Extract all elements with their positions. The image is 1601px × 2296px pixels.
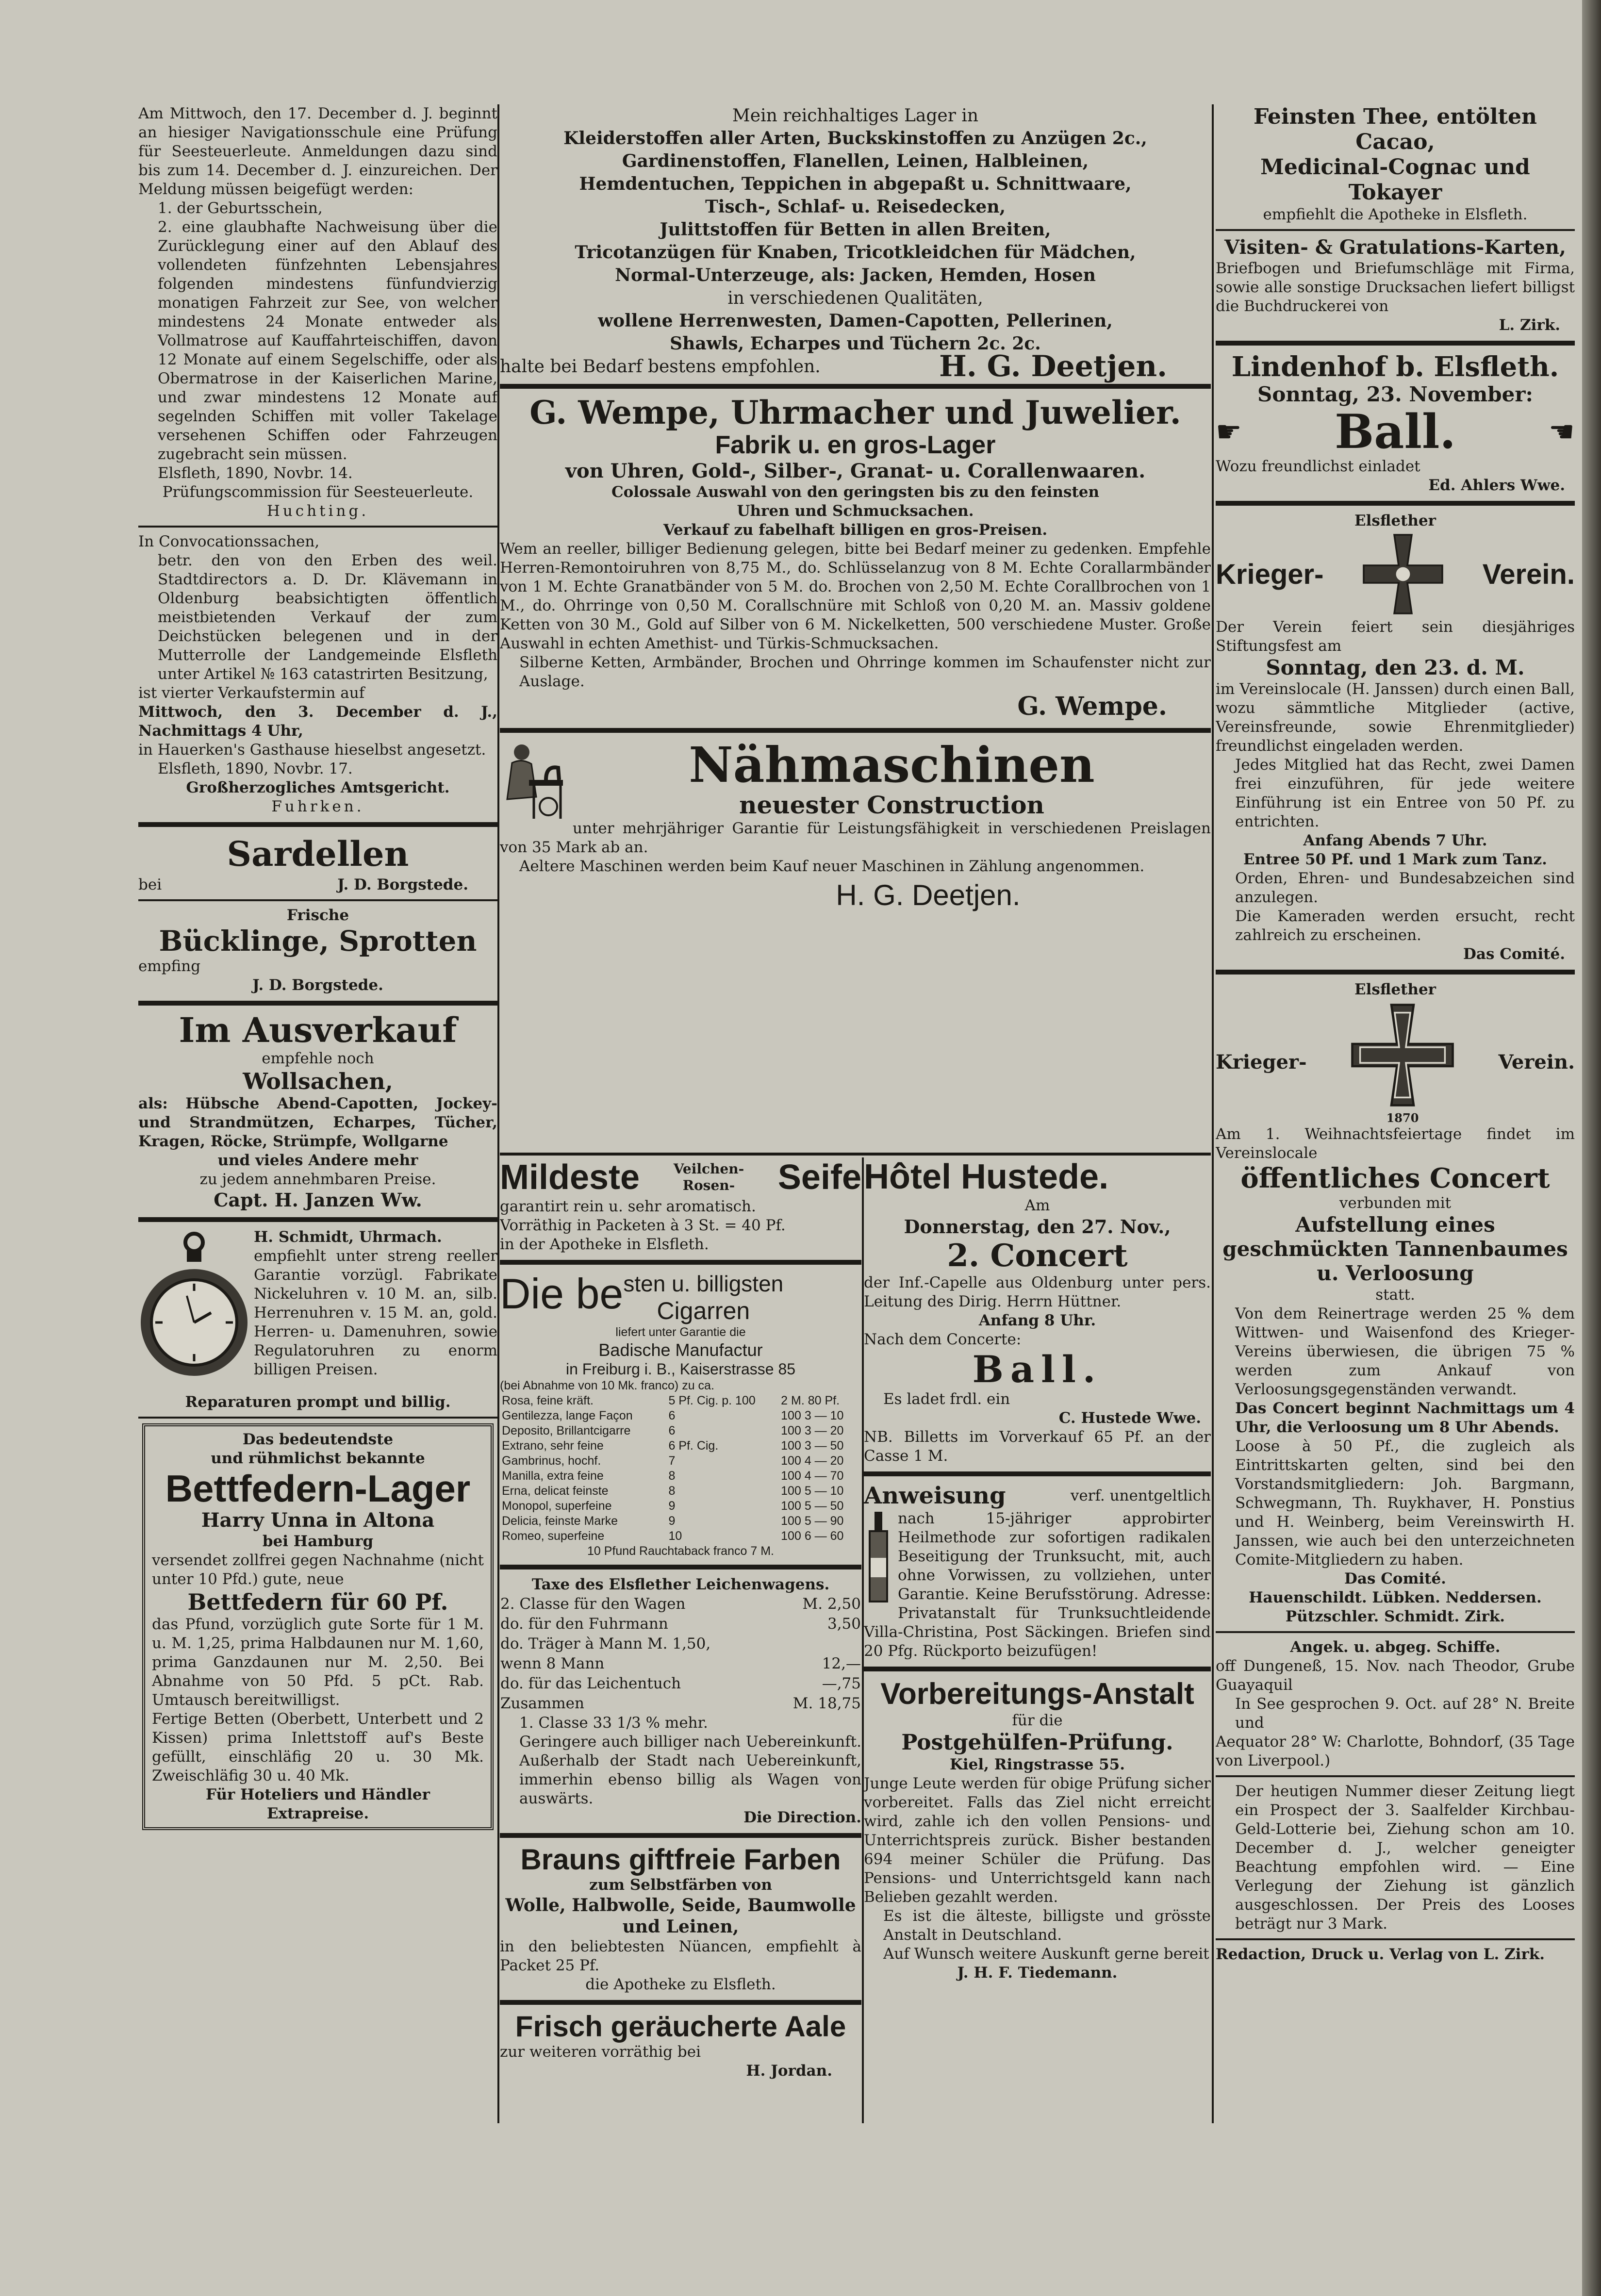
price-cell: 2 M. 80 Pf. <box>781 1394 840 1407</box>
ad-text: in Freiburg i. B., Kaiserstrasse 85 <box>565 1360 796 1378</box>
ad-text: Das Concert beginnt Nachmittags um 4 Uhr, die Verloosung um 8 Uhr Abends. <box>1235 1400 1575 1436</box>
pointing-hand-icon: ☛ <box>1549 415 1575 449</box>
ad-signature: H. G. Deetjen. <box>939 349 1167 383</box>
ad-title: Bettfedern-Lager <box>165 1467 471 1510</box>
sewing-woman-illustration <box>500 739 568 821</box>
ad-pre: Das bedeutendste <box>242 1431 394 1448</box>
ad-line: Hemdentuchen, Teppichen in abgepaßt u. Schnittwaare, <box>579 174 1132 194</box>
ad-line: von Uhren, Gold-, Silber-, Granat- u. Corallenwaaren. <box>565 460 1146 482</box>
ad-text: in der Apotheke in Elsfleth. <box>500 1236 709 1253</box>
lottery-supplement-notice: Der heutigen Nummer dieser Zeitung liegt ein Prospect der 3. Saalfelder Kirchbau-Geld-Lotterie bei, Ziehung schon am 10. December d. J., welcher geneigter Beachtung empfohlen wird. — Eine Verlegung der Ziehung ist gänzlich ausgeschlossen. Der Preis des Looses beträgt nur 3 Mark. <box>1235 1783 1575 1933</box>
price-cell: 100 5 — 10 <box>781 1484 844 1498</box>
ad-title: Medicinal-Cognac und Tokayer <box>1260 155 1530 205</box>
price-cell: 100 4 — 20 <box>781 1454 844 1468</box>
ad-title: Krieger- <box>1216 1051 1307 1074</box>
price-row <box>500 1393 861 1408</box>
notice-signature: Huchting. <box>266 502 369 520</box>
ad-sub: zum Selbstfärben von <box>589 1876 772 1894</box>
ad-pre: Elsflether <box>1354 981 1436 998</box>
ad-head: Bettfedern für 60 Pf. <box>187 1589 448 1615</box>
notice-authority: Großherzogliches Amtsgericht. <box>186 779 450 796</box>
ad-title: Feinsten Thee, entölten Cacao, <box>1254 104 1537 154</box>
kriegerverein-ad-2 <box>1216 980 1575 1626</box>
ad-text: und vieles Andere mehr <box>217 1152 418 1169</box>
price-row <box>500 1514 861 1529</box>
price-cell: Gambrinus, hochf. <box>502 1454 601 1468</box>
ad-line: Julittstoffen für Betten in allen Breiten, <box>660 219 1051 240</box>
ad-line: Kleiderstoffen aller Arten, Buckskinstoffen zu Anzügen 2c., <box>563 128 1147 149</box>
ad-footer: Für Hoteliers und Händler <box>206 1786 430 1803</box>
fee-cell: 12,— <box>822 1655 861 1672</box>
pointing-hand-icon: ☛ <box>1216 415 1242 449</box>
notice-date: Mittwoch, den 3. December d. J., Nachmittags 4 Uhr, <box>138 703 497 740</box>
ad-title: Seife <box>777 1158 861 1197</box>
ad-sub: bei Hamburg <box>262 1533 374 1550</box>
leichenwagen-ad <box>500 1575 861 1827</box>
apotheke-ad <box>1216 104 1575 224</box>
ad-text: bei <box>138 876 162 893</box>
fee-row <box>500 1614 861 1634</box>
column-middle-left <box>500 1157 861 2128</box>
ad-title: sten u. billigsten <box>623 1271 784 1296</box>
ad-signature: Ed. Ahlers Wwe. <box>1428 477 1565 494</box>
ad-text: Badische Manufactur <box>598 1340 763 1360</box>
section-rule <box>500 1153 1211 1156</box>
fee-row <box>500 1654 861 1674</box>
ad-text: Am 1. Weihnachtsfeiertage findet im Vereinslocale <box>1216 1125 1575 1162</box>
imprint: Redaction, Druck u. Verlag von L. Zirk. <box>1216 1946 1545 1963</box>
ad-text: Am <box>1024 1197 1050 1214</box>
ad-title: Visiten- & Gratulations-Karten, <box>1224 236 1566 259</box>
ad-line: Tricotanzügen für Knaben, Tricotkleidchen für Mädchen, <box>575 242 1136 263</box>
price-row <box>500 1529 861 1544</box>
ad-signature: G. Wempe. <box>1017 692 1167 721</box>
ad-title: G. Wempe, Uhrmacher und Juwelier. <box>529 394 1181 431</box>
ad-line: Tisch-, Schlaf- u. Reisedecken, <box>705 197 1006 217</box>
ad-line: Normal-Unterzeuge, als: Jacken, Hemden, Hosen <box>615 265 1096 285</box>
price-cell: 8 <box>668 1484 676 1498</box>
pocket-watch-icon <box>138 1228 250 1393</box>
ad-signature: Das Comité. <box>1463 945 1565 963</box>
ad-title: Mildeste <box>500 1158 640 1197</box>
price-row <box>500 1454 861 1469</box>
price-cell: 6 Pf. Cig. <box>668 1439 719 1453</box>
iron-cross-icon <box>1359 530 1447 618</box>
ad-text: das Pfund, vorzüglich gute Sorte für 1 M. u. M. 1,25, prima Halbdaunen nur M. 1,60, prima Ganzdaunen nur M. 2,50. Bei Abnahme von 50 Pfd. 5 pCt. Rab. Umtausch bereitwilligst. <box>152 1616 484 1709</box>
fee-cell: wenn 8 Mann <box>500 1655 605 1672</box>
ausverkauf-ad <box>138 1011 497 1211</box>
iron-cross-icon <box>1347 999 1458 1111</box>
ad-text: Aeltere Maschinen werden beim Kauf neuer Maschinen in Zählung angenommen. <box>519 858 1145 875</box>
ad-signature: H. G. Deetjen. <box>836 879 1021 911</box>
wempe-ad <box>500 395 1211 722</box>
ad-bold: Verkauf zu fabelhaft billigen en gros-Preisen. <box>663 521 1048 539</box>
price-row <box>500 1469 861 1484</box>
price-cell: Monopol, superfeine <box>502 1499 612 1513</box>
ad-signature: die Apotheke zu Elsfleth. <box>585 1976 776 1993</box>
ad-text: Fertige Betten (Oberbett, Unterbett und 2 Kissen) prima Inlettstoff auf's Beste gefüllt, einschläfig 20 u. 30 Mk. Zweischläfig 30 u. 40 Mk. <box>152 1710 484 1784</box>
notice-heading: In Convocationssachen, <box>138 533 320 550</box>
price-cell: Manilla, extra feine <box>502 1469 604 1483</box>
price-cell: Delicia, feinste Marke <box>502 1514 618 1528</box>
ad-text: (bei Abnahme von 10 Mk. franco) zu ca. <box>500 1379 714 1392</box>
price-cell: 100 6 — 60 <box>781 1529 844 1543</box>
ad-title: Lindenhof b. Elsfleth. <box>1231 351 1559 383</box>
ad-text: Von dem Reinertrage werden 25 % dem Wittwen- und Waisenfond des Krieger-Vereins überwiesen, die übrigen 75 % werden zum Ankauf von Verloosungsgegenständen verwandt. <box>1235 1305 1575 1398</box>
ad-text: Anfang 8 Uhr. <box>978 1312 1096 1329</box>
ad-text: Mein reichhaltiges Lager in <box>732 106 979 126</box>
ad-signature: Die Direction. <box>743 1809 861 1826</box>
ad-line: Shawls, Echarpes und Tüchern 2c. 2c. <box>670 333 1041 354</box>
ad-title: H. Schmidt, Uhrmach. <box>254 1228 442 1246</box>
ad-text: Es ist die älteste, billigste und grösste Anstalt in Deutschland. <box>883 1907 1211 1944</box>
schmidt-ad <box>138 1228 497 1412</box>
column-rule <box>1212 104 1214 2123</box>
cross-year: 1870 <box>1386 1111 1419 1125</box>
ad-text: Vorräthig in Packeten à 3 St. = 40 Pf. <box>500 1217 786 1234</box>
ad-date: Sonntag, 23. November: <box>1257 382 1534 406</box>
ad-text: 10 Pfund Rauchtaback franco 7 M. <box>587 1544 774 1558</box>
ad-line: Gardinenstoffen, Flanellen, Leinen, Halbleinen, <box>622 151 1089 171</box>
ad-signature: C. Hustede Wwe. <box>1058 1409 1201 1427</box>
vorbereitungsanstalt-ad <box>864 1677 1211 1982</box>
navigation-school-notice <box>138 104 497 521</box>
ad-text: Jedes Mitglied hat das Recht, zwei Damen frei einzuführen, für jede weitere Einführung ist ein Entree von 50 Pf. zu entrichten. <box>1235 756 1575 830</box>
ad-text: versendet zollfrei gegen Nachnahme (nicht unter 10 Pfd.) gute, neue <box>152 1552 484 1588</box>
ad-text: nach 15-jähriger approbirter Heilmethode zur sofortigen radikalen Beseitigung der Trunksucht, mit, auch ohne Vorwissen, zu vollziehen, unter Garantie. Keine Berufsstörung. Adresse: Privatanstalt für Trunksuchtleidende Villa-Christina, Post Säckingen. Briefen sind 20 Pfg. Rückporto beizufügen! <box>864 1510 1211 1660</box>
price-cell: 10 <box>668 1529 682 1543</box>
ad-title: Taxe des Elsflether Leichenwagens. <box>531 1576 830 1593</box>
price-cell: 6 <box>668 1409 676 1422</box>
column-left <box>138 104 497 1830</box>
ad-text: in den beliebtesten Nüancen, empfiehlt à Packet 25 Pf. <box>500 1938 861 1974</box>
ad-text: als: Hübsche Abend-Capotten, Jockey- und Strandmützen, Echarpes, Tücher, Kragen, Röcke, Strümpfe, Wollgarne <box>138 1095 497 1150</box>
ad-names: Hauenschildt. Lübken. Neddersen. Pützschler. Schmidt. Zirk. <box>1249 1589 1542 1625</box>
aale-ad <box>500 2011 861 2081</box>
ad-text: Orden, Ehren- und Bundesabzeichen sind anzulegen. <box>1235 870 1575 906</box>
price-cell: Romeo, superfeine <box>502 1529 605 1543</box>
ad-text: der Inf.-Capelle aus Oldenburg unter pers. Leitung des Dirig. Herrn Hüttner. <box>864 1274 1211 1310</box>
column-right <box>1216 104 1575 2123</box>
ad-sub: für die <box>1012 1712 1063 1729</box>
page-edge <box>1582 0 1601 2296</box>
column-middle <box>500 104 1211 1155</box>
ad-title: Hôtel Hustede. <box>864 1157 1109 1196</box>
ad-line: wollene Herrenwesten, Damen-Capotten, Pellerinen, <box>598 311 1113 331</box>
ad-title: Bücklinge, Sprotten <box>159 925 477 958</box>
price-cell: 100 5 — 50 <box>781 1499 844 1513</box>
price-row <box>500 1423 861 1438</box>
notice-place-date: Elsfleth, 1890, Novbr. 17. <box>158 760 353 777</box>
ad-head: Ball. <box>972 1348 1103 1391</box>
price-cell: 6 <box>668 1424 676 1437</box>
ad-text: Nach dem Concerte: <box>864 1331 1022 1348</box>
ad-signature: J. D. Borgstede. <box>337 876 468 893</box>
ad-text: unter mehrjähriger Garantie für Leistungsfähigkeit in verschiedenen Preislagen von 35 Mark ab an. <box>500 820 1211 856</box>
ad-date: Donnerstag, den 27. Nov., <box>904 1216 1171 1238</box>
price-cell: 9 <box>668 1499 676 1513</box>
ad-title: Frisch geräucherte Aale <box>515 2010 846 2043</box>
ad-bold: Colossale Auswahl von den geringsten bis zu den feinsten <box>611 483 1100 501</box>
ad-text: Loose à 50 Pf., die zugleich als Eintrittskarten gelten, sind bei den Vorstandsmitgliedern: Joh. Bargmann, Schwegmann, Th. Ruykhaver, H. Ponstius und H. Weinberg, beim Vereinswirth H. Janssen, wie auch bei den unterzeichneten Comite-Mitgliedern zu haben. <box>1235 1437 1575 1569</box>
price-cell: 100 3 — 50 <box>781 1439 844 1453</box>
column-rule <box>497 104 499 2123</box>
ad-title: Verein. <box>1482 558 1575 590</box>
ad-signature: H. Jordan. <box>746 2062 832 2080</box>
fee-row <box>500 1634 861 1654</box>
ad-text: Entree 50 Pf. und 1 Mark zum Tanz. <box>1243 851 1547 868</box>
ad-text: halte bei Bedarf bestens empfohlen. <box>500 357 821 377</box>
notice-text: Am Mittwoch, den 17. December d. J. beginnt an hiesiger Navigationsschule eine Prüfung für Seesteuerleute. Anmeldungen dazu sind bis zum 14. December d. J. einzureichen. Der Meldung müssen beigefügt werden: <box>138 105 497 198</box>
ad-text: empfiehlt die Apotheke in Elsfleth. <box>1263 206 1528 223</box>
ad-text: Wozu freundlichst einladet <box>1216 458 1420 475</box>
ad-title: Anweisung <box>864 1482 1006 1509</box>
ad-title: Nähmaschinen <box>689 736 1095 793</box>
notice-text: betr. den von den Erben des weil. Stadtdirectors a. D. Dr. Klävemann in Oldenburg beabsichtigten öffentlich meistbietenden Verkauf der zum Deichstücken belegenen und in der Mutterrolle der Landgemeinde Elsfleth unter Artikel № 163 catastrirten Besitzung, <box>158 552 497 683</box>
druckerei-ad <box>1216 236 1575 335</box>
price-row <box>500 1408 861 1423</box>
column-middle-right <box>864 1157 1211 2128</box>
notice-place-date: Elsfleth, 1890, Novbr. 14. <box>158 464 353 482</box>
price-cell: Gentilezza, lange Façon <box>502 1409 633 1422</box>
ad-head: öffentliches Concert <box>1240 1162 1550 1194</box>
fee-cell: —,75 <box>822 1675 861 1692</box>
ad-head: Aufstellung eines geschmückten Tannenbaumes u. Verloosung <box>1222 1213 1568 1285</box>
price-cell: Deposito, Brillantcigarre <box>502 1424 631 1437</box>
ad-text: Auf Wunsch weitere Auskunft gerne bereit <box>883 1945 1209 1963</box>
fee-row <box>500 1694 861 1714</box>
ad-word: Veilchen- <box>673 1161 744 1177</box>
cigarren-ad <box>500 1271 861 1559</box>
price-cell: 5 Pf. Cig. p. 100 <box>668 1394 756 1407</box>
ad-head: Postgehülfen-Prüfung. <box>901 1730 1173 1755</box>
ad-title: Die be <box>500 1270 624 1318</box>
fee-cell <box>773 1634 861 1654</box>
ad-title: Im Ausverkauf <box>179 1010 457 1050</box>
ad-text: 1. Classe 33 1/3 % mehr. <box>519 1714 708 1732</box>
ad-head: 2. Concert <box>947 1238 1128 1274</box>
ad-title: Sardellen <box>227 834 409 874</box>
ad-address: Kiel, Ringstrasse 55. <box>949 1756 1125 1773</box>
ad-title: Brauns giftfreie Farben <box>520 1843 841 1876</box>
ad-pre: Frische <box>286 907 349 924</box>
fee-cell: do. für den Fuhrmann <box>500 1615 668 1633</box>
ad-signature: L. Zirk. <box>1499 316 1560 334</box>
price-cell: 7 <box>668 1454 676 1468</box>
ad-text: Der Verein feiert sein diesjähriges Stiftungsfest am <box>1216 618 1575 655</box>
news-text: In See gesprochen 9. Oct. auf 28° N. Breite und <box>1235 1695 1575 1732</box>
price-cell: Erna, delicat feinste <box>502 1484 609 1498</box>
notice-item: 2. eine glaubhafte Nachweisung über die Zurücklegung einer auf den Ablauf des vollendeten fünfzehnten Lebensjahres folgenden mindestens fünfundvierzig monatigen Fahrzeit zur See, von welcher mindestens 24 Monate entweder als Vollmatrose auf Kauffahrteischiffen, davon 12 Monate auf einem Segelschiffe, oder als Obermatrose in der Kaiserlichen Marine, und zwar mindestens 12 Monate auf segelnden Schiffen mit voller Takelage versehenen Schiffen oder Fahrzeugen zugebracht sein müssen. <box>158 218 497 463</box>
notice-signature: Fuhrken. <box>271 798 364 815</box>
ad-text: im Vereinslocale (H. Janssen) durch einen Ball, wozu sämmtliche Mitglieder (active, Vereinsfreunde, sowie Ehrenmitglieder) freundlichst eingeladen werden. <box>1216 680 1575 755</box>
ad-text: Geringere auch billiger nach Uebereinkunft. Außerhalb der Stadt nach Uebereinkunft, immerhin ebenso billig als Wagen von auswärts. <box>519 1733 861 1807</box>
naehmaschinen-ad <box>500 736 1211 915</box>
ad-bold: Uhren und Schmucksachen. <box>737 502 974 520</box>
fee-cell: do. für das Leichentuch <box>500 1675 681 1692</box>
ad-text: Anfang Abends 7 Uhr. <box>1303 832 1487 849</box>
price-row <box>500 1438 861 1454</box>
ad-text: liefert unter Garantie die <box>615 1325 746 1339</box>
price-cell: 8 <box>668 1469 676 1483</box>
lindenhof-ad <box>1216 351 1575 495</box>
ad-text: statt. <box>1375 1286 1415 1304</box>
price-cell: 100 3 — 10 <box>781 1409 844 1422</box>
price-table <box>500 1393 861 1544</box>
price-cell: 100 5 — 90 <box>781 1514 844 1528</box>
notice-text: in Hauerken's Gasthause hieselbst angesetzt. <box>138 741 486 759</box>
fee-cell: 3,50 <box>827 1615 861 1633</box>
ad-word: Rosen- <box>682 1177 735 1193</box>
ad-title: Vorbereitungs-Anstalt <box>880 1677 1194 1711</box>
ad-text: Briefbogen und Briefumschläge mit Firma, sowie alle sonstige Drucksachen liefert billigst die Buchdruckerei von <box>1216 260 1575 315</box>
ad-signature: J. D. Borgstede. <box>252 976 383 994</box>
price-cell: Rosa, feine kräft. <box>502 1394 594 1407</box>
seife-ad <box>500 1157 861 1254</box>
ad-signature: Capt. H. Janzen Ww. <box>214 1189 422 1211</box>
deetjen-fabrics-ad <box>500 104 1211 383</box>
fee-row <box>500 1674 861 1694</box>
ad-sub: verbunden mit <box>1339 1194 1452 1212</box>
ad-text: zu jedem annehmbaren Preise. <box>199 1171 436 1188</box>
price-cell: 100 3 — 20 <box>781 1424 844 1437</box>
ad-text: garantirt rein u. sehr aromatisch. <box>500 1198 756 1215</box>
ad-text: Silberne Ketten, Armbänder, Brochen und Ohrringe kommen im Schaufenster nicht zur Auslage. <box>519 654 1211 690</box>
price-row <box>500 1484 861 1499</box>
ad-footer: Reparaturen prompt und billig. <box>185 1393 451 1411</box>
ad-title: Krieger- <box>1216 558 1324 590</box>
ad-line: in verschiedenen Qualitäten, <box>727 288 983 308</box>
ad-pre: Elsflether <box>1354 512 1436 529</box>
ad-head: Ball. <box>1335 404 1456 459</box>
ad-text: verf. unentgeltlich <box>1070 1487 1211 1504</box>
notice-authority: Prüfungscommission für Seesteuerleute. <box>162 483 474 501</box>
ad-signature: Das Comité. <box>1344 1570 1446 1587</box>
ad-footer: Extrapreise. <box>266 1805 369 1822</box>
fee-table <box>500 1594 861 1714</box>
ad-text: Es ladet frdl. ein <box>883 1390 1010 1408</box>
ad-text: Wem an reeller, billiger Bedienung gelegen, bitte bei Bedarf meiner zu gedenken. Empfehle Herren-Remontoiruhren von 8,75 M., do. Schlüsselanzug von 8 M. Echte Corallarmbänder von 1 M. Echte Granatbänder von 5 M. do. Brochen von 2,50 M. Echte Corallbrochen von 1 M., do. Ohrringe von 0,50 M. Corallschnüre mit Schloß von 0,20 M. an. Massiv goldene Ketten von 30 M., Gold auf Silber von 6 M. Nickelketten, 500 verschiedene Muster. Große Auswahl in echten Amethist- und Türkis-Schmucksachen. <box>500 540 1211 652</box>
news-text: off Dungeneß, 15. Nov. nach Theodor, Grube Guayaquil <box>1216 1657 1575 1694</box>
news-title: Angek. u. abgeg. Schiffe. <box>1290 1638 1501 1656</box>
ship-news <box>1216 1638 1575 1770</box>
farben-ad <box>500 1844 861 1994</box>
ad-title: Verein. <box>1498 1051 1575 1074</box>
bettfedern-ad <box>142 1423 494 1830</box>
news-text: Aequator 28° W: Charlotte, Bohndorf, (35 Tage von Liverpool.) <box>1216 1733 1575 1769</box>
ad-sub: empfehle noch <box>262 1050 374 1067</box>
price-row <box>500 1499 861 1514</box>
convocation-notice <box>138 532 497 816</box>
price-cell: Extrano, sehr feine <box>502 1439 604 1453</box>
notice-item: 1. der Geburtsschein, <box>158 199 323 217</box>
ad-head: Wollsachen, <box>243 1068 393 1094</box>
ad-text: Die Kameraden werden ersucht, recht zahlreich zu erscheinen. <box>1235 908 1575 944</box>
notice-text: ist vierter Verkaufstermin auf <box>138 684 365 702</box>
ad-text: Junge Leute werden für obige Prüfung sicher vorbereitet. Falls das Ziel nicht erreicht wird, zahle ich den vollen Pensions- und Unterrichtspreis zurück. Bisher bestanden 694 meiner Schüler die Prüfung. Das Pensions- und Unterrichtsgeld kann nach Belieben gezahlt werden. <box>864 1775 1211 1906</box>
price-cell: 9 <box>668 1514 676 1528</box>
buecklinge-ad <box>138 906 497 995</box>
ad-text: empfing <box>138 958 201 975</box>
fee-cell: Zusammen <box>500 1695 584 1712</box>
ad-title: Cigarren <box>657 1297 750 1324</box>
kriegerverein-ad-1 <box>1216 512 1575 964</box>
ad-text: zur weiteren vorräthig bei <box>500 2043 701 2061</box>
ad-line: Wolle, Halbwolle, Seide, Baumwolle und Leinen, <box>505 1895 856 1937</box>
fee-cell: do. Träger à Mann M. 1,50, <box>500 1635 711 1652</box>
ad-text: empfiehlt unter streng reeller Garantie vorzügl. Fabrikate Nickeluhren v. 10 M. an, silb. Herrenuhren v. 15 M. an, gold. Herren- u. Damenuhren, sowie Regulatoruhren zu enorm billigen Preisen. <box>254 1247 497 1378</box>
anweisung-ad <box>864 1482 1211 1661</box>
hotel-hustede-ad <box>864 1157 1211 1466</box>
sardellen-ad <box>138 833 497 894</box>
fee-row <box>500 1594 861 1614</box>
fee-cell: 2. Classe für den Wagen <box>500 1595 686 1613</box>
fee-cell: M. 2,50 <box>802 1595 861 1613</box>
bottle-icon <box>864 1509 893 1606</box>
price-cell: 100 4 — 70 <box>781 1469 844 1483</box>
fee-cell: M. 18,75 <box>792 1695 861 1712</box>
ad-sub: neuester Construction <box>739 791 1044 819</box>
ad-signature: J. H. F. Tiedemann. <box>957 1964 1118 1982</box>
ad-sub: Fabrik u. en gros-Lager <box>715 431 996 459</box>
ad-pre: und rühmlichst bekannte <box>211 1450 425 1467</box>
ad-text: NB. Billetts im Vorverkauf 65 Pf. an der Casse 1 M. <box>864 1428 1211 1465</box>
ad-date: Sonntag, den 23. d. M. <box>1266 656 1525 679</box>
ad-head: Harry Unna in Altona <box>201 1509 435 1532</box>
